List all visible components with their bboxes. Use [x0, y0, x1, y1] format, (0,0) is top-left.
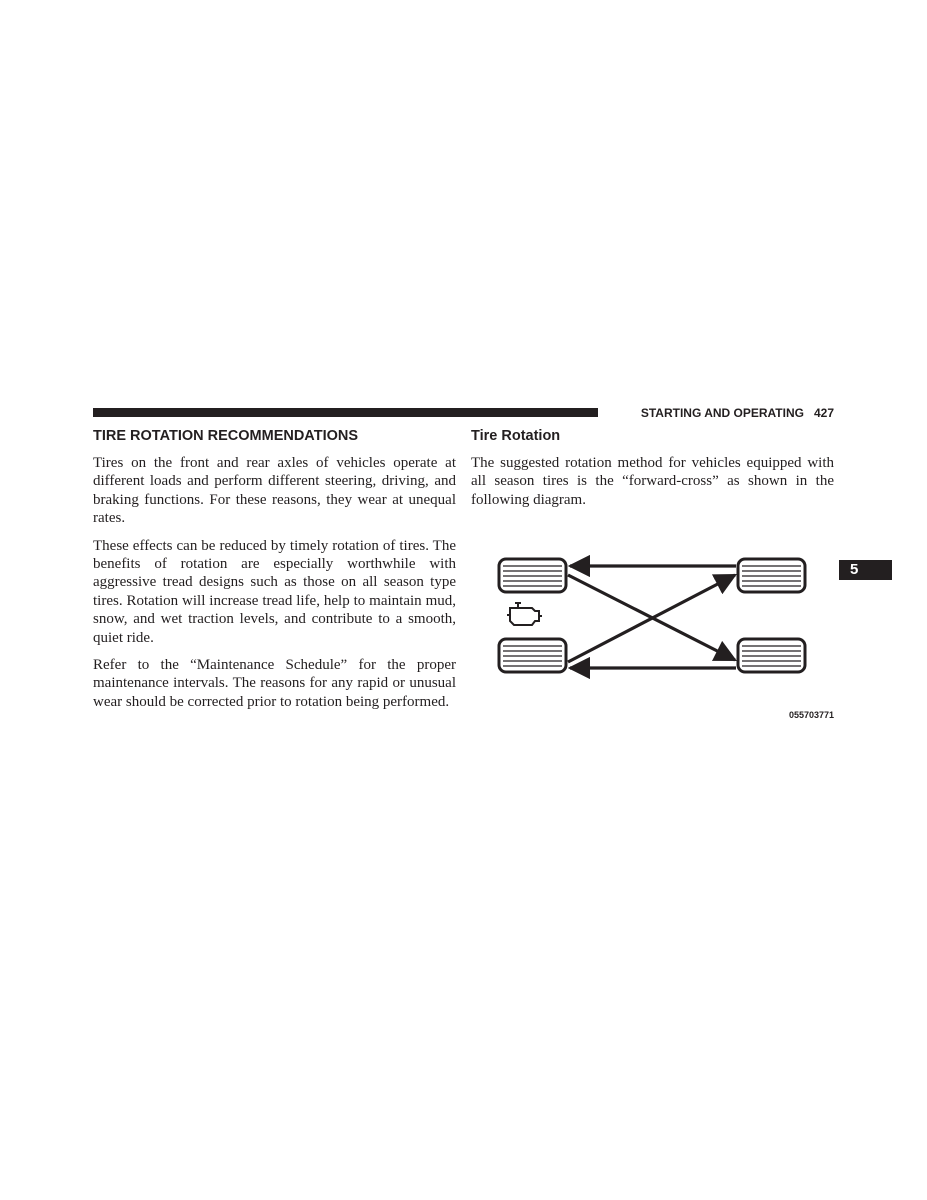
running-head	[598, 404, 834, 422]
subsection-heading: Tire Rotation	[471, 428, 561, 444]
header-rule	[93, 408, 598, 417]
left-column	[93, 426, 456, 720]
section-heading: TIRE ROTATION RECOMMENDATIONS	[93, 428, 359, 444]
paragraph: These effects can be reduced by timely rotation of tires. The benefits of rotation are especially worthwhile with aggressive tread designs such as those on all season type tires. Rotation will increase tread life, help to maintain mud, snow, and wet traction levels, and contribute to a smooth, quiet ride.	[93, 537, 456, 646]
tire-rotation-diagram	[488, 545, 834, 730]
tire-icon	[738, 559, 805, 592]
paragraph: Refer to the “Maintenance Schedule” for the proper maintenance intervals. The reasons for any rapid or unusual wear should be corrected prior to rotation being performed.	[93, 657, 456, 710]
engine-icon	[507, 603, 542, 625]
figure-id: 055703771	[788, 710, 834, 720]
right-column	[471, 426, 834, 518]
paragraph: Tires on the front and rear axles of vehicles operate at different loads and perform different steering, driving, and braking functions. For these reasons, they wear at unequal rates.	[93, 455, 456, 527]
tire-icon	[738, 639, 805, 672]
page-number: 427	[813, 406, 834, 420]
section-title: STARTING AND OPERATING	[640, 406, 804, 420]
tire-icon	[499, 639, 566, 672]
tire-icon	[499, 559, 566, 592]
paragraph: The suggested rotation method for vehicles equipped with all season tires is the “forward-cross” as shown in the following diagram.	[471, 455, 834, 508]
chapter-tab: 5	[839, 560, 892, 580]
